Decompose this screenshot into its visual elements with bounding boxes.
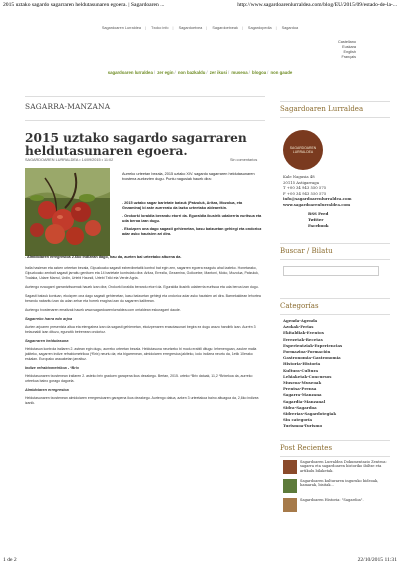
mainnav-item[interactable]: museoa [231,70,248,75]
mainnav-item[interactable]: zer egin [157,70,174,75]
address-line: Kale Nagusia 48 [283,174,315,179]
category-item[interactable]: Historia-Historia [283,361,321,367]
sidebar-heading: Sagardoaren Lurraldea [280,105,364,113]
section-heading: Sagarraren heldutasuna [25,339,69,343]
search-input[interactable] [283,266,379,276]
post-thumbnail [283,460,297,474]
breadcrumb[interactable]: SAGARRA-MANZANA [25,102,111,111]
sidebar [280,98,390,517]
mainnav-item[interactable]: non gaude [270,70,293,75]
recent-post[interactable] [283,479,390,493]
recent-post[interactable] [283,460,390,474]
rss-link[interactable]: RSS Feed [308,211,329,216]
page-number: 1 de 2 [3,557,17,563]
lang-castellano[interactable]: Castellano [338,40,356,44]
topnav-item[interactable]: Sagardoetxea [178,26,203,30]
print-title: 2015 uztako sagardo sagarraren heldutasunaren egoera. | Sagardoaren ... [3,2,165,8]
lang-english[interactable]: English [343,50,356,54]
post-meta: SAGARDOAREN LURRALDEA • 14/09/2015 • 11:02 [25,158,114,162]
print-footer [0,556,400,566]
recent-post-title[interactable]: Sagardoaren kulturaren inguruko bideoak, hamarak, bisitak... [300,478,379,488]
category-item[interactable]: Sagardia-Manzanal [283,398,326,404]
category-item[interactable]: Sagarra-Manzana [283,392,322,398]
print-header [0,0,400,12]
divider [280,243,390,244]
paragraph: Sagasti batzuk kontuan, ekoizpen ona dago sagasti gehienetan, kasu batzuetan gehiegi eta ondorioz adar asko hautsien ari dira. Barnekaldean lehortea berandu nabaritu izan da udan zehar eta horrek eragina izan du sagarren kalibrean. [25,294,261,303]
section-heading: Indize refraktometrikoa - ºBrix [25,366,79,370]
main-nav: sagardoaren lurraldea/ zer egin/ non bazkaldu/ zer ikusi/ museoa/ blogoa/ non gaude [107,70,293,75]
address-line: 20115 Astigarraga [283,179,319,185]
apple-photo [25,168,110,256]
paragraph: Iraila hasieran eta azken urteetan bezala, Gipuzkoako sagasti ezberdinetatik kontrol bat egin zen, sagarren egoera ezagutu ahal izateko. Honetarako, Gipuzkoako zenbait sagasti jarraitu genituen eta 14 barietate kontrolatu dira: Aritza, Errezila, Gezamina, Goikoetxe, Mantoni, Moko, Mozolua, Patzuluk, Txalaka, Udare Marrui, Urdin, Urtebi Haundi, Urtebi Txiki eta Verde Agria. [25,266,259,280]
print-url: http://www.sagardoarenlurraldea.com/blog/EU/2015/09/estado-de-la-... [237,2,397,8]
divider [280,314,390,315]
intro-text: Aurreko urteetan bezala, 2015 uztako XIV. sagardo sagarraren heldutasunaren txostena aurkezten dugu. Puntu nagusiak hauek dira: [122,172,255,181]
post-thumbnail [283,498,297,512]
post-body [25,266,265,410]
divider [25,96,265,97]
divider [280,259,390,260]
divider [280,456,390,457]
recent-post-title[interactable]: Sagardoaren Historia: "Sagardoa". [300,497,364,502]
recent-posts [280,460,390,512]
facebook-link[interactable]: Facebook [308,223,329,228]
divider [280,117,390,118]
category-item[interactable]: Azokak-Ferias [283,324,314,330]
paragraph: Heldutasun kontrola irailaren 2. astean egin dugu, aurreko urteetan bezala. Heldutasuna neurtzeko bi modu erabili ditugu: lehenengoan, azukre maila jakiteko, sagarren indize refraktometrikoa (ºBrix) neurtu da; eta bigarrenean, almidoiaren erregresioa jakiteko, iodo indizea neurtu da, 1etik 10erako eskalan. Europako arauaketan jarraituz. [25,347,257,361]
recent-posts-heading: Post Recientes [280,443,333,452]
category-item[interactable]: Lehiaketak-Concursos [283,373,332,379]
category-item[interactable]: Prentsa-Prensa [283,386,317,392]
email-link[interactable]: info@sagardoarenlurraldea.com [283,196,352,201]
highlights [122,201,262,237]
category-item[interactable]: Gastronomia-Gastronomía [283,355,341,361]
website-link[interactable]: www.sagardoarenlurraldea.com [283,201,351,207]
highlight-item: . Orokorki loraldia berandu etorri da. Eguraldia ikusirik udaberria euritsua eta uda beroa izan dugu. [122,214,262,223]
recent-post-title[interactable]: Sagardoaren Lurraldea Dokumentazio Zentroa: sagarra eta sagardoaren historiko ibiltze eta artikulu bilaketak. [300,459,387,473]
highlight-item: . Ekoizpen ona dago sagasti gehienetan, kasu batzuetan gehiegi eta ondorioz adar asko hautsien ari dira. [122,227,262,236]
highlight-item: . Almidoiaren erregresioa 2.6ko indizean dago, hau da, aurten bai urteetako altuena da. [25,255,182,259]
category-item[interactable]: Sin categoría [283,417,312,423]
category-item[interactable]: Turismoa-Turismo [283,423,323,429]
post-thumbnail [283,479,297,493]
logo-text: SAGARDOAREN LURRALDEA [289,146,317,154]
language-menu [338,40,356,60]
category-item[interactable]: Esperientziak-Experiencias [283,342,343,348]
highlight-item: . 2015 uztako sagar barietate batzuk (Patzuluk, Aritza, Mozolua, eta Gezamina) bi aste aurreratu da lazko urteetako aldearekin. [122,201,243,210]
mainnav-item[interactable]: non bazkaldu [177,70,206,75]
category-item[interactable]: Sidra-Sagardoa [283,404,317,410]
category-list [280,318,390,430]
print-date: 22/10/2015 11:31 [357,557,397,563]
phone: T +00 34 943 550 575 [283,185,327,190]
mainnav-item[interactable]: zer ikusi [209,70,227,75]
paragraph: Heldutasunaren txostenean irailaren 2. asteko brix graduen garapena ikus dezakegu. Bertan, 2015. urteko ºBrix datuak, 11,2 ºBrixekoa da, aurreko urteekoa baino gorago dagoela. [25,374,253,383]
paragraph: Aurtengo ezaugarri garrantzitsuenak hauek izan dira; Orokorki loraldia berandu etorri da. Eguraldia ikusirik udaberria euritsua eta uda beroa izan dugu. [25,285,259,289]
fax: F +00 34 943 550 575 [283,190,327,196]
search-heading: Buscar / Bilatu [280,247,333,255]
mainnav-item[interactable]: sagardoaren lurraldea [107,70,153,75]
category-item[interactable]: Ekitaldiak-Eventos [283,330,324,336]
divider [280,298,390,299]
section-heading: Almidoiaren erregresioa [25,388,69,392]
topnav-item[interactable]: Sagardoa [281,26,299,30]
paragraph: Aurtengo txostenaren emaitzak hauek www.sagardoarenlurraldea.com orrialdean eskuragarri daude. [25,308,181,312]
mainnav-item[interactable]: blogoa [252,70,267,75]
contact-info [280,174,390,207]
topnav-item[interactable]: Txoko info [151,26,169,30]
lang-francais[interactable]: Français [341,55,356,59]
recent-post[interactable] [283,498,390,512]
section-heading: Sagarreko harra edo arjoa [25,317,73,321]
paragraph: Aurten arjoaren presentzia altua eta etengabea izan da sagasti gehienetan, ekoizpenaren erasotasunari begira ez dugu arazo handirik izan. Aurrén 3 belaunaldi izan dituzu, egunotik betrenean ondorioz. [25,325,256,334]
category-item[interactable]: Agenda-Agenda [283,318,318,323]
twitter-link[interactable]: Twitter [308,217,324,222]
divider [280,101,390,102]
divider [25,120,265,121]
divider [280,440,390,441]
paragraph: Heldutasunaren txostenean almidoiaren erregresioaren garapena ikus dezakegu. Aurtengo datua, azken 3 urteetakoa baino altuagoa da, 2,6ko indizea izanik. [25,396,259,405]
category-item[interactable]: Sidrerías-Sagardotegiak [283,411,337,417]
categories-heading: Categorías [280,302,319,310]
topnav-item[interactable]: Sagardoaren Lurraldea [101,26,141,30]
category-item[interactable]: Errezetak-Recetas [283,336,323,342]
comments-link[interactable]: Sin comentarios [230,158,258,162]
lang-euskara[interactable]: Euskara [342,45,356,49]
social-links [280,211,390,229]
topnav-item[interactable]: Sagardopedia [247,26,272,30]
category-item[interactable]: Formazioa-Formación [283,349,331,355]
top-nav: Sagardoaren Lurraldea | Txoko info | Sagardoetxea | Sagardoetxeak | Sagardopedia | Sagardoa [101,26,299,30]
category-item[interactable]: Museoa-Museoak [283,380,322,386]
topnav-item[interactable]: Sagardoetxeak [212,26,238,30]
category-item[interactable]: Kultura-Cultura [283,367,319,373]
site-logo[interactable] [283,130,323,170]
page-title: 2015 uztako sagardo sagarraren heldutasunaren egoera. [25,131,247,158]
